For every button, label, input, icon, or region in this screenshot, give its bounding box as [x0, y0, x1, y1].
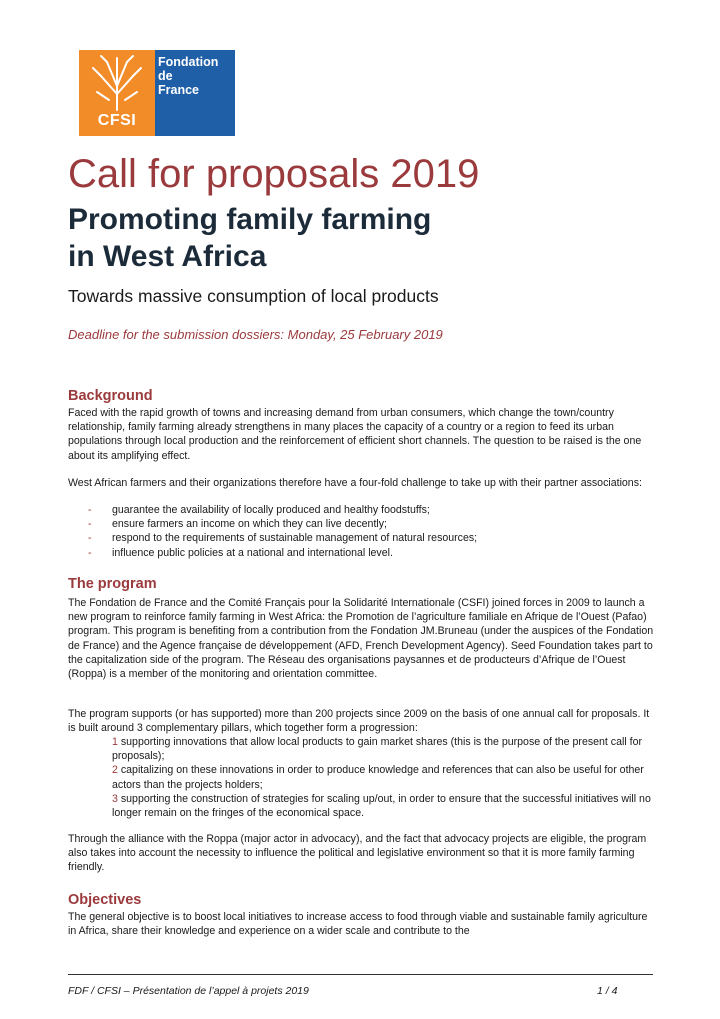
footer-divider	[68, 974, 653, 975]
background-heading: Background	[68, 388, 153, 404]
bullet-dash: -	[88, 518, 92, 531]
program-paragraph-1: The Fondation de France and the Comité Français pour la Solidarité Internationale (CSFI) joined forces in 2009 to launch a new program to reinforce family farming in West Africa: the Promotion de l’agriculture familiale en Afrique de l’Ouest (Pafao) program. This program is benefiting from a contribution from the Fondation JM.Bruneau (under the auspices of the Fondation de France) and the Agence française de développement (AFD, French Development Agency). Seed Foundation takes part to the capitalization side of the program. The Réseau des organisations paysannes et de producteurs d’Afrique de l’Ouest (Roppa) is a member of the monitoring and orientation committee.	[68, 597, 654, 681]
fondation-de-france-logo-text: Fondation de France	[158, 55, 219, 97]
list-item: 2 capitalizing on these innovations in order to produce knowledge and references that can also be useful for other actors than the projects holders;	[112, 764, 644, 791]
program-heading: The program	[68, 576, 157, 592]
program-paragraph-3: Through the alliance with the Roppa (major actor in advocacy), and the fact that advocacy projects are eligible, the program also takes into account the necessity to influence the political and legislative environment so that it is more family farming friendly.	[68, 833, 647, 874]
tagline: Towards massive consumption of local products	[68, 286, 439, 306]
objectives-paragraph-1: The general objective is to boost local initiatives to increase access to food through viable and sustainable family agriculture in Africa, share their knowledge and experience on a wider scale and contribute to the	[68, 911, 648, 938]
logo	[79, 50, 235, 136]
page-title: Call for proposals 2019	[68, 152, 480, 196]
bullet-dash: -	[88, 532, 92, 545]
cfsi-logo-text: CFSI	[97, 112, 137, 129]
list-item: 3 supporting the construction of strategies for scaling up/out, in order to ensure that the successful initiatives will no longer remain on the fringes of the economical space.	[112, 792, 651, 820]
page-subtitle: Promoting family farming in West Africa	[68, 203, 432, 273]
background-paragraph-1: Faced with the rapid growth of towns and increasing demand from urban consumers, which change the town/country relationship, family farming already strengthens in many places the capacity of a country or a region to feed its urban populations through local production and the reinforcement of efficient short channels. The question to be raised is the one about its amplifying effect.	[68, 407, 642, 462]
pillars-list	[112, 735, 652, 820]
cfsi-logo	[79, 50, 155, 136]
footer-text: FDF / CFSI – Présentation de l’appel à projets 2019	[68, 985, 309, 997]
deadline: Deadline for the submission dossiers: Monday, 25 February 2019	[68, 327, 443, 342]
bullet-dash: -	[88, 504, 92, 516]
program-paragraph-2: The program supports (or has supported) more than 200 projects since 2009 on the basis of one annual call for proposals. It is built around 3 complementary pillars, which together form a progression:	[68, 708, 650, 735]
tree-icon	[87, 54, 147, 112]
list-item: 1 supporting innovations that allow local products to gain market shares (this is the purpose of the present call for proposals);	[112, 736, 643, 763]
list-item: - ensure farmers an income on which they can live decently;	[88, 518, 387, 531]
page-number: 1 / 4	[597, 985, 618, 997]
list-item: - respond to the requirements of sustainable management of natural resources;	[88, 532, 478, 545]
background-paragraph-2: West African farmers and their organizations therefore have a four-fold challenge to take up with their partner associations:	[68, 477, 642, 489]
list-item: - influence public policies at a national and international level.	[88, 546, 393, 559]
objectives-heading: Objectives	[68, 892, 142, 908]
challenge-list	[88, 503, 477, 560]
bullet-dash: -	[88, 546, 92, 559]
list-item: - guarantee the availability of locally produced and healthy foodstuffs;	[88, 504, 430, 516]
